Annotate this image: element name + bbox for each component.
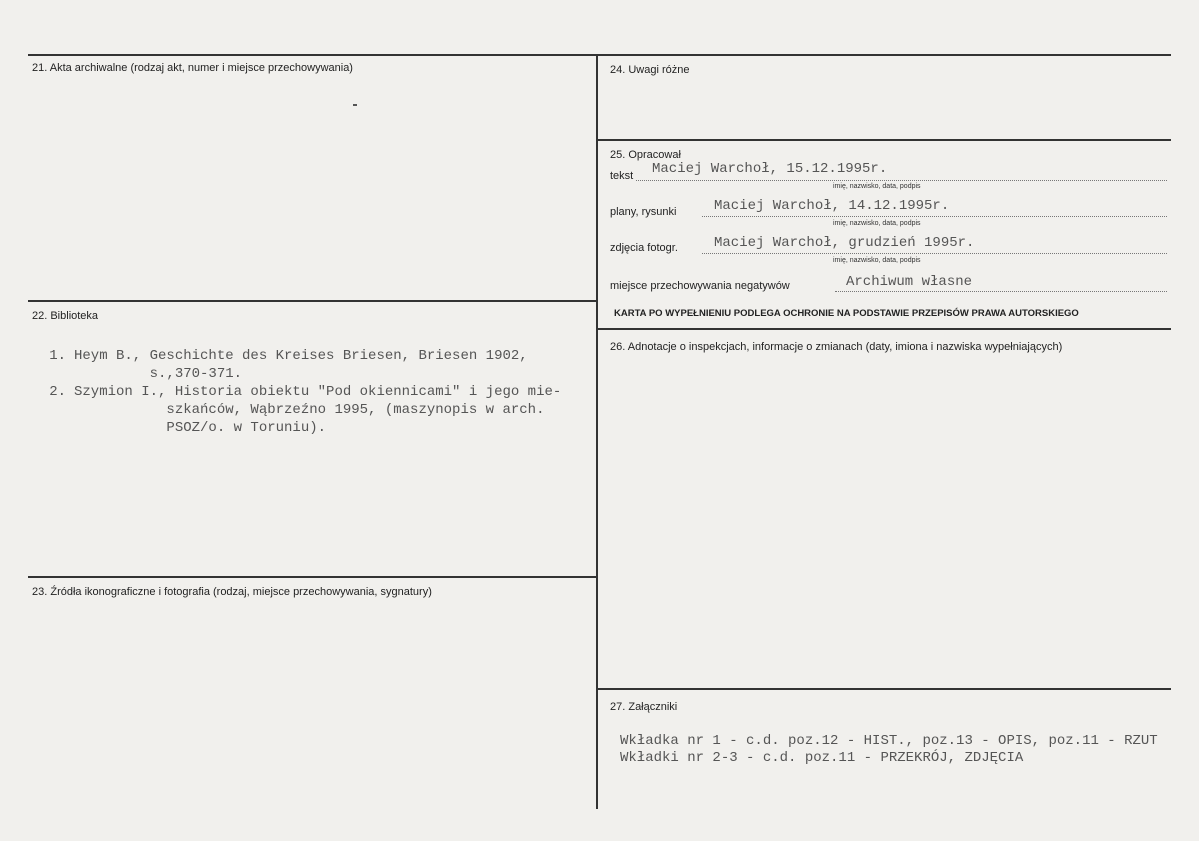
plany-caption: imię, nazwisko, data, podpis: [833, 220, 921, 227]
bibliography-text: Szymion I., Historia obiektu "Pod okiennicami" i jego mie- szkańców, Wąbrzeźno 1995, (maszynopis w arch. PSOZ/o. w Toruniu).: [74, 384, 562, 436]
section-24-label: 24. Uwagi różne: [610, 64, 690, 76]
section-26-label: 26. Adnotacje o inspekcjach, informacje o zmianach (daty, imiona i nazwiska wypełniających): [610, 341, 1063, 353]
rule-27: [598, 688, 1171, 690]
plany-value: Maciej Warchoł, 14.12.1995r.: [714, 198, 950, 214]
copyright-notice: KARTA PO WYPEŁNIENIU PODLEGA OCHRONIE NA PODSTAWIE PRZEPISÓW PRAWA AUTORSKIEGO: [614, 308, 1079, 319]
rule-23: [28, 576, 597, 578]
attachments-line-2: Wkładki nr 2-3 - c.d. poz.11 - PRZEKRÓJ, ZDJĘCIA: [620, 750, 1024, 766]
rule-26: [598, 328, 1171, 330]
bibliography-text: Heym B., Geschichte des Kreises Briesen, Briesen 1902, s.,370-371.: [74, 348, 528, 382]
plany-label: plany, rysunki: [610, 206, 677, 218]
section-23-label: 23. Źródła ikonograficzne i fotografia (rodzaj, miejsce przechowywania, sygnatury): [32, 586, 432, 598]
section-22-label: 22. Biblioteka: [32, 310, 99, 322]
tekst-dotted-line: [636, 180, 1167, 181]
stray-mark: [353, 104, 357, 106]
tekst-value: Maciej Warchoł, 15.12.1995r.: [652, 161, 888, 177]
tekst-caption: imię, nazwisko, data, podpis: [833, 183, 921, 190]
bibliography-item: [40, 347, 561, 383]
zdjecia-caption: imię, nazwisko, data, podpis: [833, 257, 921, 264]
top-rule: [28, 54, 1171, 56]
rule-22: [28, 300, 597, 302]
negatywy-value: Archiwum własne: [846, 274, 973, 290]
zdjecia-value: Maciej Warchoł, grudzień 1995r.: [714, 235, 975, 251]
negatywy-label: miejsce przechowywania negatywów: [610, 280, 790, 292]
zdjecia-dotted-line: [702, 253, 1167, 254]
plany-dotted-line: [702, 216, 1167, 217]
section-25-label: 25. Opracował: [610, 149, 681, 161]
tekst-label: tekst: [610, 170, 634, 182]
bibliography-list: [40, 347, 561, 437]
rule-25: [598, 139, 1171, 141]
negatywy-dotted-line: [835, 291, 1167, 292]
attachments-line-1: Wkładka nr 1 - c.d. poz.12 - HIST., poz.13 - OPIS, poz.11 - RZUT: [620, 733, 1158, 749]
vertical-divider: [596, 54, 598, 809]
section-27-label: 27. Załączniki: [610, 701, 678, 713]
bibliography-number: 2.: [49, 384, 66, 400]
zdjecia-label: zdjęcia fotogr.: [610, 242, 678, 254]
section-21-label: 21. Akta archiwalne (rodzaj akt, numer i miejsce przechowywania): [32, 62, 353, 74]
bibliography-number: 1.: [49, 348, 66, 364]
bibliography-item: [40, 383, 561, 437]
